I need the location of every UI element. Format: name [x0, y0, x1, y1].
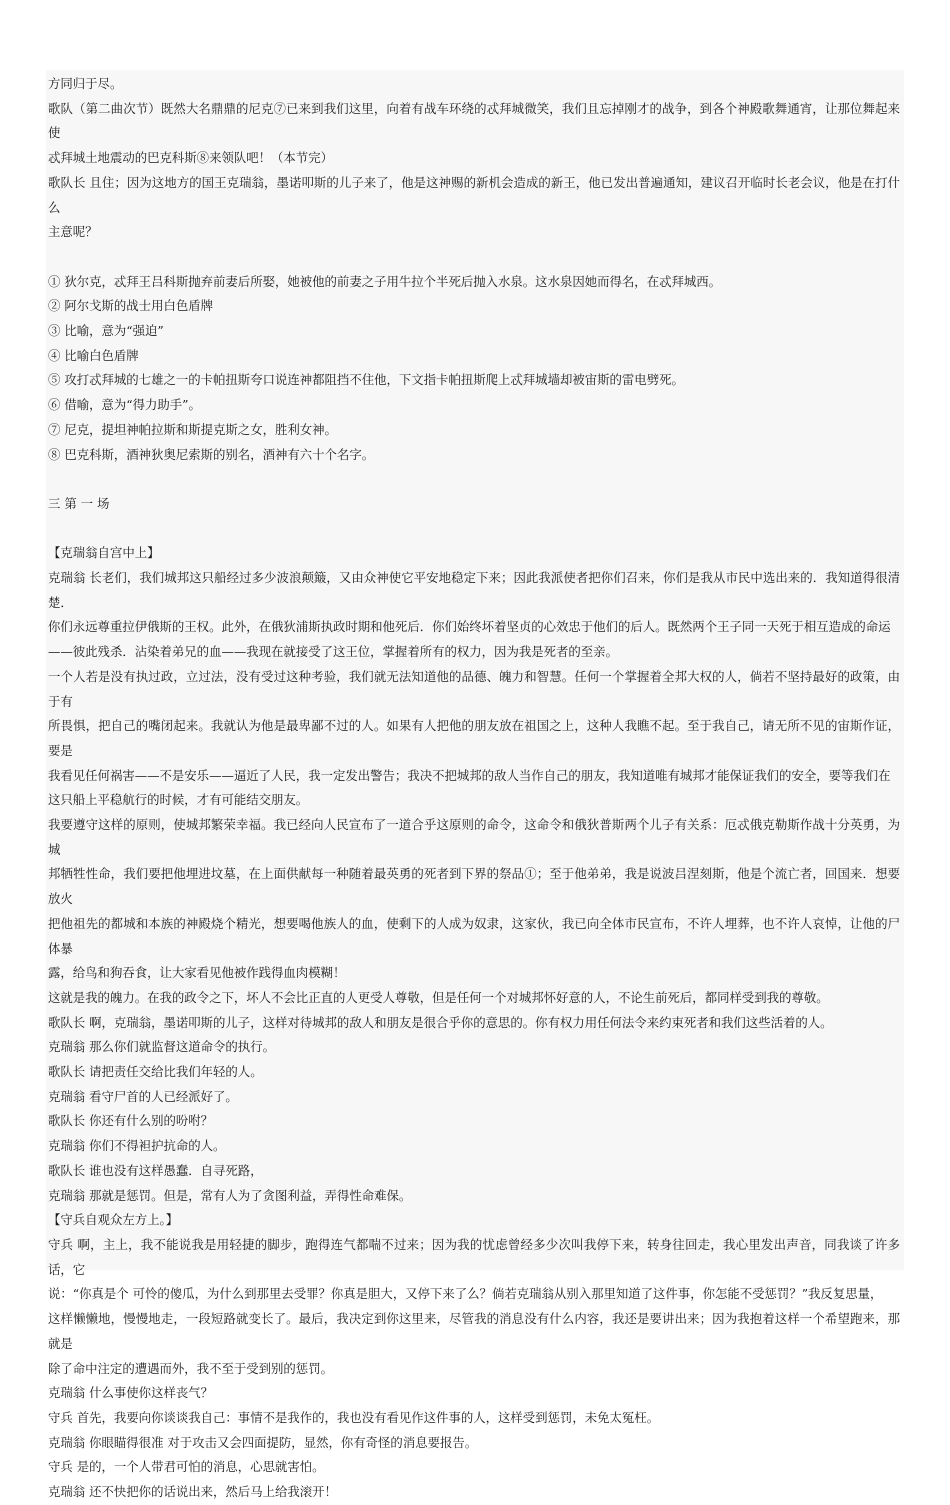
text-line: 【克瑞翁自宫中上】	[48, 545, 160, 561]
text-line: 忒拜城土地震动的巴克科斯⑧来领队吧！（本节完）	[48, 150, 333, 166]
blank-line	[48, 517, 900, 542]
text-line: 克瑞翁 你们不得袒护抗命的人。	[48, 1138, 226, 1154]
text-line: 歌队长 谁也没有这样愚蠢．自寻死路，	[48, 1162, 263, 1178]
text-line: 守兵 是的，一个人带君可怕的消息，心思就害怕。	[48, 1459, 325, 1475]
text-line: 克瑞翁 看守尸首的人已经派好了。	[48, 1088, 238, 1104]
text-line: ① 狄尔克，忒拜王吕科斯抛弃前妻后所娶，她被他的前妻之子用牛拉个半死后抛入水泉。这水泉因她而得名，在忒拜城西。	[48, 273, 722, 289]
text-line: 三 第 一 场	[48, 495, 110, 511]
text-line: 克瑞翁 什么事使你这样丧气？	[48, 1385, 214, 1401]
text-line: 守兵 啊，主上，我不能说我是用轻捷的脚步，跑得连气都喘不过来；因为我的忧虑曾经多少次叫我停下来，转身往回走，我心里发出声音，同我谈了许多话，它	[48, 1237, 900, 1277]
text-line: 克瑞翁 还不快把你的话说出来，然后马上给我滚开！	[48, 1484, 337, 1500]
text-line: 【守兵自观众左方上。】	[48, 1212, 179, 1228]
text-line: 主意呢？	[48, 224, 98, 240]
text-line: ③ 比喻，意为“强迫”	[48, 323, 164, 339]
text-line: ④ 比喻白色盾牌	[48, 347, 139, 363]
text-line: 克瑞翁 长老们，我们城邦这只船经过多少波浪颠簸，又由众神使它平安地稳定下来；因此我派使者把你们召来，你们是我从市民中选出来的．我知道得很清楚．	[48, 570, 900, 610]
text-line: 把他祖先的都城和本族的神殿烧个精光，想要喝他族人的血，使剩下的人成为奴隶，这家伙，我已向全体市民宣布，不许人埋葬，也不许人哀悼，让他的尸体暴	[48, 915, 900, 956]
text-line: 所畏惧，把自己的嘴闭起来。我就认为他是最卑鄙不过的人。如果有人把他的朋友放在祖国之上，这种人我瞧不起。至于我自己，请无所不见的宙斯作证，要是	[48, 718, 900, 758]
text-line: 这样懒懒地，慢慢地走，一段短路就变长了。最后，我决定到你这里来，尽管我的消息没有什么内容，我还是要讲出来；因为我抱着这样一个希望跑来，那就是	[48, 1311, 900, 1351]
text-line: 露，给鸟和狗吞食，让大家看见他被作践得血肉模糊！	[48, 965, 346, 981]
blank-line	[48, 467, 900, 492]
text-line: 歌队长 你还有什么别的吩咐？	[48, 1113, 214, 1129]
text-line: 说：“你真是个 可怜的傻瓜，为什么到那里去受罪？你真是胆大，又停下来了么？倘若克瑞翁从别入那里知道了这件事，你怎能不受惩罚？”我反复思量，	[48, 1286, 883, 1302]
text-line: ——彼此残杀．沾染着弟兄的血——我现在就接受了这王位，掌握着所有的权力，因为我是死者的至亲。	[48, 644, 618, 660]
text-line: 一个人若是没有执过政，立过法，没有受过这种考验，我们就无法知道他的品德、魄力和智慧。任何一个掌握着全邦大权的人，倘若不坚持最好的政策，由于有	[48, 668, 900, 709]
text-line: ⑤ 攻打忒拜城的七雄之一的卡帕扭斯夸口说连神都阻挡不住他，下文指卡帕扭斯爬上忒拜城墙却被宙斯的雷电劈死。	[48, 372, 684, 388]
text-line: 我看见任何祸害——不是安乐——逼近了人民，我一定发出警告；我决不把城邦的敌人当作自己的朋友，我知道唯有城邦才能保证我们的安全，要等我们在	[48, 767, 891, 783]
text-line: ② 阿尔戈斯的战士用白色盾牌	[48, 298, 214, 314]
text-line: 克瑞翁 那就是惩罚。但是，常有人为了贪图利益，弄得性命难保。	[48, 1187, 412, 1203]
text-line: 克瑞翁 你眼瞄得很准 对于攻击又会四面提防，显然，你有奇怪的消息要报告。	[48, 1434, 478, 1450]
text-line: 这就是我的魄力。在我的政令之下，坏人不会比正直的人更受人尊敬，但是任何一个对城邦怀好意的人，不论生前死后，都同样受到我的尊敬。	[48, 989, 829, 1005]
text-line: ⑧ 巴克科斯，酒神狄奥尼索斯的别名，酒神有六十个名字。	[48, 446, 375, 462]
text-line: 守兵 首先，我要向你谈谈我自己：事情不是我作的，我也没有看见作这件事的人，这样受到惩罚，未免太冤枉。	[48, 1409, 660, 1425]
text-line: 歌队长 啊，克瑞翁，墨诺叩斯的儿子，这样对待城邦的敌人和朋友是很合乎你的意思的。你有权力用任何法令来约束死者和我们这些活着的人。	[48, 1014, 833, 1030]
text-line: 克瑞翁 那么你们就监督这道命令的执行。	[48, 1039, 275, 1055]
blank-line	[48, 245, 900, 270]
text-line: 你们永远尊重拉伊俄斯的王权。此外，在俄狄浦斯执政时期和他死后．你们始终坏着坚贞的心效忠于他们的后人。既然两个王子同一天死于相互造成的命运	[48, 619, 891, 635]
document-page	[46, 70, 904, 1500]
text-line: ⑥ 借喻，意为“得力助手”。	[48, 397, 201, 413]
text-line: ⑦ 尼克，提坦神帕拉斯和斯提克斯之女，胜利女神。	[48, 421, 337, 437]
text-line: 方同归于尽。	[48, 76, 123, 91]
text-line: 我要遵守这样的原则，使城邦繁荣幸福。我已经向人民宣布了一道合乎这原则的命令，这命令和俄狄普斯两个儿子有关系：厄忒俄克勒斯作战十分英勇，为城	[48, 817, 900, 857]
text-line: 歌队（第二曲次节）既然大名鼎鼎的尼克⑦已来到我们这里，向着有战车环绕的忒拜城微笑，我们且忘掉刚才的战争，到各个神殿歌舞通宵，让那位舞起来使	[48, 100, 900, 141]
text-line: 邦牺牲性命，我们要把他埋进坟墓，在上面供献每一种随着最英勇的死者到下界的祭品①；至于他弟弟，我是说波吕涅刻斯，他是个流亡者，回国来．想要放火	[48, 866, 900, 907]
text-line: 这只船上平稳航行的时候，才有可能结交朋友。	[48, 792, 309, 808]
text-line: 除了命中注定的遭遇而外，我不至于受到别的惩罚。	[48, 1360, 333, 1376]
text-line: 歌队长 且住；因为这地方的国王克瑞翁，墨诺叩斯的儿子来了，他是这神赐的新机会造成的新王，他已发出普遍通知，建议召开临时长老会议，他是在打什么	[48, 174, 900, 215]
text-line: 歌队长 请把责任交给比我们年轻的人。	[48, 1064, 263, 1080]
